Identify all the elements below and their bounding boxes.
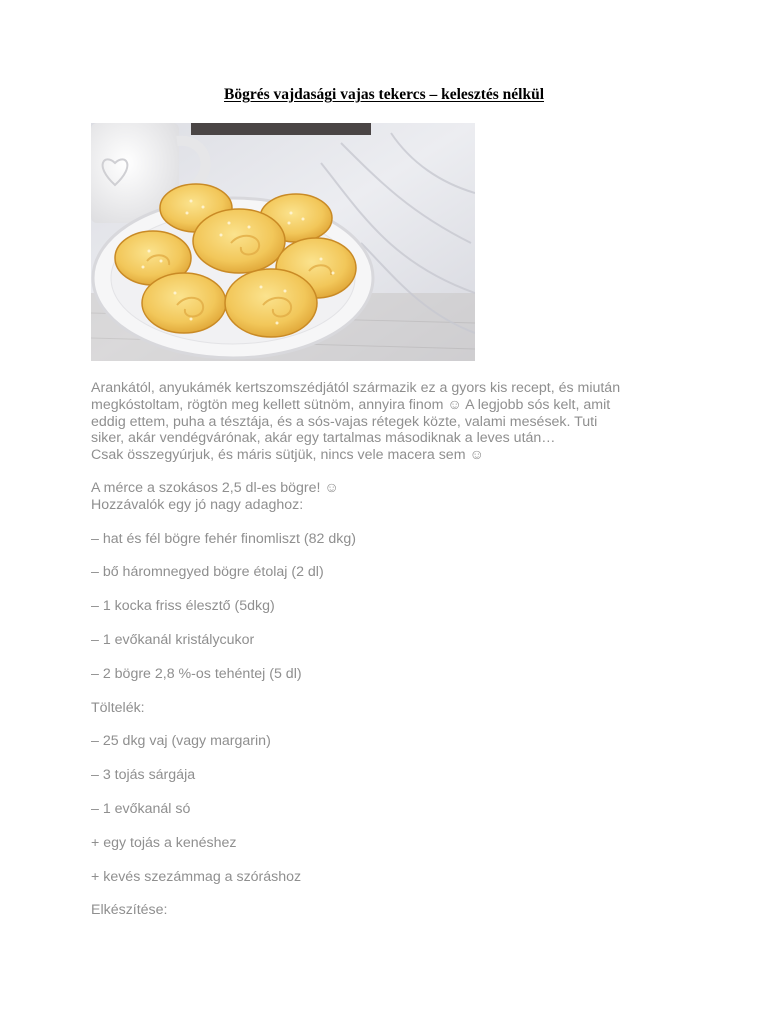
filling-item: – 25 dkg vaj (vagy margarin) — [91, 733, 271, 750]
filling-item: + kevés szezámmag a szóráshoz — [91, 868, 302, 885]
preparation-heading: Elkészítése: — [91, 902, 168, 919]
filling-item: – 1 evőkanál só — [91, 800, 191, 817]
filling-item: + egy tojás a kenéshez — [91, 834, 237, 851]
filling-item: – 3 tojás sárgája — [91, 767, 196, 784]
ingredient-item: – 1 evőkanál kristálycukor — [91, 631, 255, 648]
intro-line: siker, akár vendégvárónak, akár egy tartalmas másodiknak a leves után… — [91, 430, 556, 447]
ingredients-heading: Hozzávalók egy jó nagy adaghoz: — [91, 496, 304, 513]
ingredient-item: – bő háromnegyed bögre étolaj (2 dl) — [91, 564, 324, 581]
filling-heading: Töltelék: — [91, 699, 145, 716]
recipe-title: Bögrés vajdasági vajas tekercs – kelesztés nélkül — [223, 86, 545, 103]
ingredient-item: – 2 bögre 2,8 %-os tehéntej (5 dl) — [91, 665, 302, 682]
intro-line: megkóstoltam, rögtön meg kellett sütnöm, annyira finom ☺ A legjobb sós kelt, amit — [91, 396, 611, 413]
ingredient-item: – 1 kocka friss élesztő (5dkg) — [91, 598, 275, 615]
measure-note: A mérce a szokásos 2,5 dl-es bögre! ☺ — [91, 479, 339, 496]
ingredient-item: – hat és fél bögre fehér finomliszt (82 dkg) — [91, 530, 356, 547]
intro-line: Arankától, anyukámék kertszomszédjától származik ez a gyors kis recept, és miután — [91, 380, 621, 396]
tray-edge — [191, 123, 371, 135]
recipe-body — [91, 380, 691, 919]
pastry-photo — [91, 123, 475, 361]
intro-line: eddig ettem, puha a tésztája, és a sós-vajas rétegek közte, valami mesések. Tuti — [91, 413, 598, 430]
intro-line: Csak összegyúrjuk, és máris sütjük, nincs vele macera sem ☺ — [91, 447, 484, 464]
pastry-illustration — [91, 123, 475, 361]
